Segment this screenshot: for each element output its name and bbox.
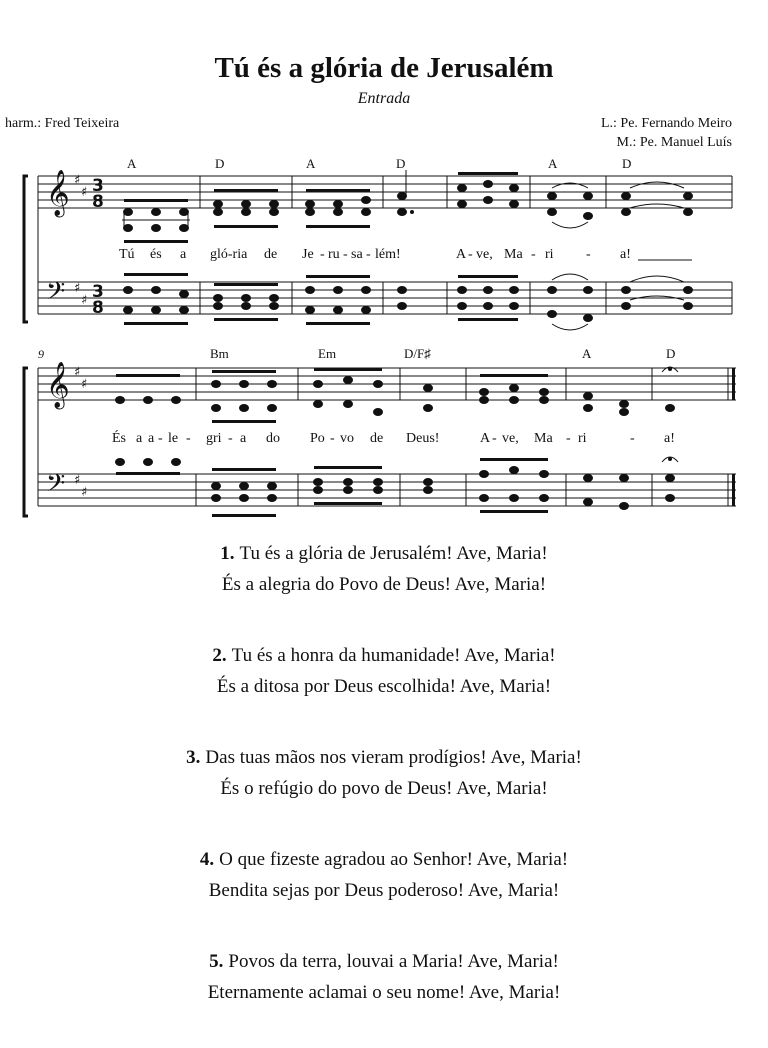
verses-section [0,538,768,1048]
lyric-syllable: Tú [119,247,135,262]
lyric-syllable: - [228,431,233,446]
verse-line: És o refúgio do povo de Deus! Ave, Maria! [220,778,548,799]
treble-staff [38,368,736,400]
bass-staff [38,474,736,506]
lyric-syllable: ve, [476,247,493,262]
treble-clef-icon: 𝄞 [46,362,70,408]
svg-text:3: 3 [92,282,104,302]
svg-text:8: 8 [92,192,104,212]
lyrics-line-1 [119,247,692,262]
verse-number: 2. [212,645,227,666]
song-title: Tú és a glória de Jerusalém [214,52,554,84]
lyric-syllable: és [150,247,162,262]
chord-symbol: D [666,346,676,361]
lyric-syllable: - [630,431,635,446]
lyric-syllable: Ma [504,247,523,262]
chord-symbol: A [127,156,137,171]
verse-1 [0,538,768,600]
verse-4 [0,844,768,906]
verse-line: Tu és a glória de Jerusalém! Ave, Maria! [239,543,548,564]
lyric-syllable: - [586,247,591,262]
treble-staff [38,176,732,208]
verse-number: 5. [209,951,224,972]
system-1 [24,156,732,330]
key-signature-sharps: ♯ [74,365,81,380]
system-2 [24,346,736,517]
treble-notes [116,367,679,423]
lyric-syllable: ri [578,431,587,446]
lyric-syllable: - [566,431,571,446]
song-subtitle: Entrada [357,90,411,107]
lyric-syllable: ri [545,247,554,262]
verse-line: Das tuas mãos nos vieram prodígios! Ave, Maria! [205,747,582,768]
verse-line: O que fizeste agradou ao Senhor! Ave, Maria! [219,849,569,870]
lyric-syllable: de [370,431,384,446]
lyricist-credit: L.: Pe. Fernando Meiro [600,116,732,131]
harmonization-credit: harm.: Fred Teixeira [5,116,120,131]
lyric-syllable: Ma [534,431,553,446]
bass-clef-icon: 𝄢 [46,469,66,504]
lyric-syllable: - [320,247,325,262]
lyric-syllable: ve, [502,431,519,446]
lyric-syllable: - [186,431,191,446]
verse-2 [0,640,768,702]
chord-symbol: A [548,156,558,171]
lyric-syllable: Po [310,431,325,446]
lyric-syllable: a! [664,431,675,446]
lyric-syllable: - [492,431,497,446]
chord-symbol: A [582,346,592,361]
key-signature-sharps: ♯ [81,293,88,308]
verse-3 [0,742,768,804]
verse-line: Eternamente aclamai o seu nome! Ave, Maria! [207,982,561,1003]
lyric-syllable: vo [340,431,354,446]
lyric-syllable: ru [328,247,340,262]
verse-line: És a ditosa por Deus escolhida! Ave, Maria! [216,676,552,697]
system-bracket [24,368,28,516]
treble-notes [122,170,693,243]
lyric-syllable: - [330,431,335,446]
key-signature-sharps: ♯ [81,185,88,200]
verse-line: Povos da terra, louvai a Maria! Ave, Maria! [228,951,559,972]
verse-number: 1. [220,543,235,564]
verse-line: Tu és a honra da humanidade! Ave, Maria! [231,645,556,666]
lyric-syllable: - [343,247,348,262]
lyric-syllable: Je [302,247,314,262]
treble-clef-icon: 𝄞 [46,170,70,216]
chord-symbol: D [215,156,225,171]
bass-clef-icon: 𝄢 [46,277,66,312]
verse-line: Bendita sejas por Deus poderoso! Ave, Maria! [208,880,560,901]
lyric-syllable: - [366,247,371,262]
lyric-syllable: a [148,431,155,446]
lyric-syllable: - [531,247,536,262]
verse-number: 4. [199,849,215,870]
verse-line: És a alegria do Povo de Deus! Ave, Maria! [221,574,547,595]
lyric-syllable: a! [620,247,631,262]
svg-text:8: 8 [92,298,104,318]
lyric-syllable: a [180,247,187,262]
lyric-syllable: - [468,247,473,262]
key-signature-sharps: ♯ [74,173,81,188]
lyric-syllable: A [480,431,491,446]
lyric-syllable: - [158,431,163,446]
lyric-syllable: sa [351,247,363,262]
lyric-syllable: Deus! [406,431,440,446]
lyric-syllable: gló-ria [210,247,248,262]
lyric-syllable: a [136,431,143,446]
chord-symbol: A [306,156,316,171]
chord-symbol: D [622,156,632,171]
lyric-syllable: lém! [375,247,401,262]
chord-symbol: Bm [210,346,229,361]
bass-notes [116,457,679,517]
lyric-syllable: És [112,431,126,446]
lyric-syllable: le [168,431,179,446]
system-bracket [24,176,28,322]
svg-text:3: 3 [92,176,104,196]
key-signature-sharps: ♯ [81,485,88,500]
verse-number: 3. [186,747,201,768]
key-signature-sharps: ♯ [81,377,88,392]
composer-credit: M.: Pe. Manuel Luís [616,135,732,150]
measure-number: 9 [38,347,44,361]
chord-symbol: D/F♯ [404,346,431,361]
time-signature [92,176,104,318]
lyric-syllable: do [266,431,280,446]
lyric-syllable: gri [206,431,222,446]
chord-symbol: D [396,156,406,171]
key-signature-sharps: ♯ [74,281,81,296]
lyric-syllable: A [456,247,467,262]
chord-symbol: Em [318,346,337,361]
verse-5 [0,946,768,1008]
lyric-syllable: a [240,431,247,446]
key-signature-sharps: ♯ [74,473,81,488]
lyric-syllable: de [264,247,278,262]
lyrics-line-2 [112,429,675,446]
